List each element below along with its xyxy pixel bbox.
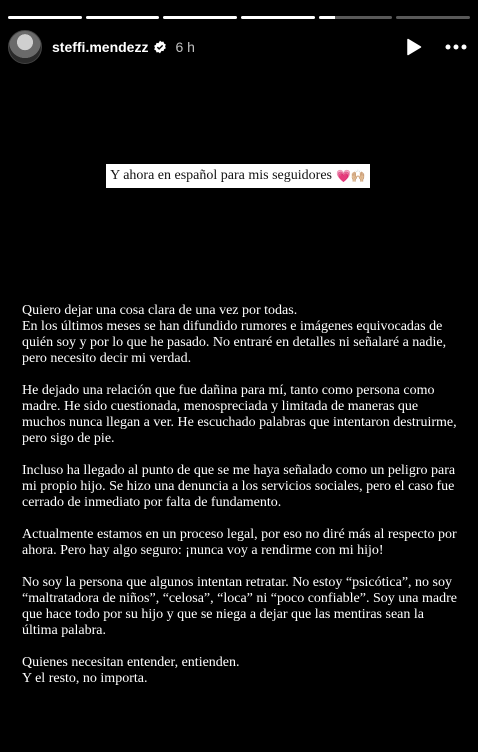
story-header bbox=[8, 30, 470, 64]
post-time: 6 h bbox=[175, 39, 195, 55]
paragraph: Quienes necesitan entender, entienden. Y el resto, no importa. bbox=[22, 655, 240, 686]
play-icon[interactable] bbox=[400, 33, 428, 61]
progress-segment bbox=[86, 16, 160, 19]
progress-segment bbox=[241, 16, 315, 19]
progress-segment bbox=[8, 16, 82, 19]
progress-segment bbox=[396, 16, 470, 19]
caption-sticker bbox=[106, 164, 370, 188]
story-progress-bar bbox=[8, 16, 470, 19]
caption-text: Y ahora en español para mis seguidores bbox=[110, 168, 332, 183]
progress-segment bbox=[163, 16, 237, 19]
username[interactable]: steffi.mendezz bbox=[52, 39, 149, 55]
verified-badge-icon bbox=[153, 40, 167, 54]
paragraph: He dejado una relación que fue dañina para mí, tanto como persona como madre. He sido cuestionada, menospreciada y limitada de maneras que muchos nunca llegan a ver. He escuchado palabras que intentaron destruirme, pero sigo de pie. bbox=[22, 383, 457, 446]
heart-raised-hands-emoji: 💗🙌🏼 bbox=[335, 169, 366, 183]
paragraph: Quiero dejar una cosa clara de una vez por todas. En los últimos meses se han difundido rumores e imágenes equivocadas de quién soy y por lo que he pasado. No entraré en detalles ni señalaré a nadie, pero necesito decir mi verdad. bbox=[22, 303, 447, 366]
story-text bbox=[22, 303, 462, 703]
progress-segment-current bbox=[319, 16, 393, 19]
paragraph: Incluso ha llegado al punto de que se me haya señalado como un peligro para mi propio hijo. Se hizo una denuncia a los servicios sociales, pero el caso fue cerrado de inmediato por falta de fundamento. bbox=[22, 463, 456, 510]
paragraph: No soy la persona que algunos intentan retratar. No estoy “psicótica”, no soy “maltratadora de niños”, “celosa”, “loca” ni “poco confiable”. Soy una madre que hace todo por su hijo y que se niega a dejar que las mentiras sean la última palabra. bbox=[22, 575, 457, 638]
more-options-icon[interactable] bbox=[442, 33, 470, 61]
avatar[interactable] bbox=[8, 30, 42, 64]
paragraph: Actualmente estamos en un proceso legal, por eso no diré más al respecto por ahora. Pero hay algo seguro: ¡nunca voy a rendirme con mi hijo! bbox=[22, 527, 457, 558]
